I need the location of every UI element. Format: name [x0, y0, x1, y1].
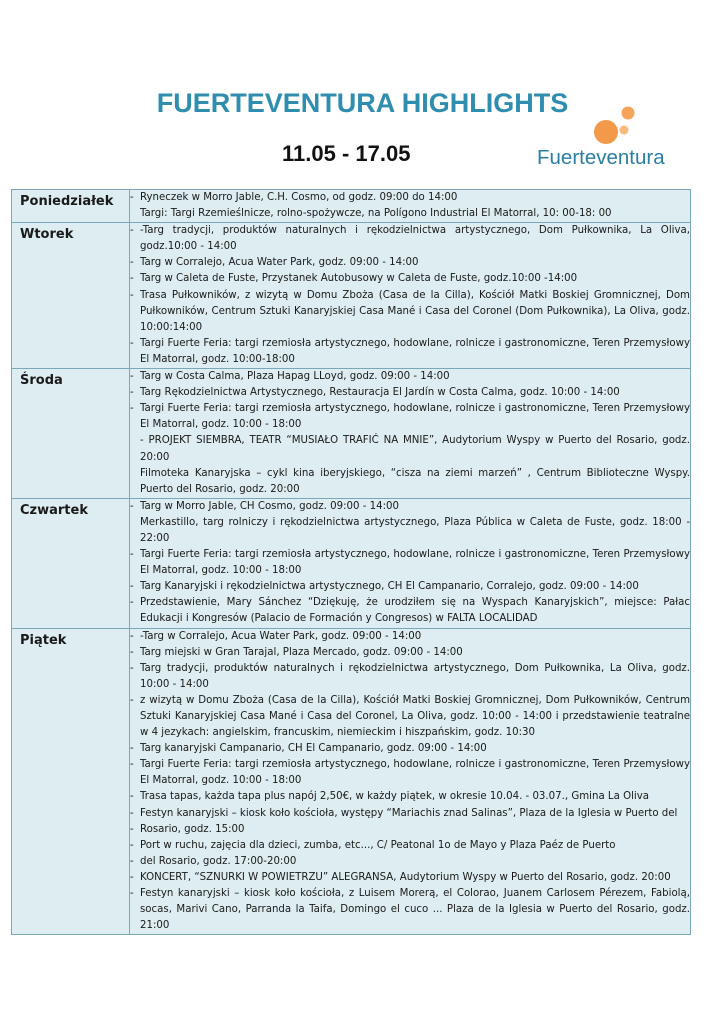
event-item: - Targ Rękodzielnictwa Artystycznego, Restauracja El Jardín w Costa Calma, godz. 10:00 - 14:00 [130, 385, 690, 401]
event-list [130, 190, 690, 222]
day-cell [12, 369, 130, 499]
event-item: - Przedstawienie, Mary Sánchez “Dziękuję, że urodziłem się na Wyspach Kanaryjskich”, miejsce: Pałac Edukacji i Kongresów (Palacio de Formación y Congresos) w FALTA LOCALIDAD [130, 595, 690, 627]
event-item: - Ryneczek w Morro Jable, C.H. Cosmo, od godz. 09:00 do 14:00 [130, 190, 690, 206]
page-title: FUERTEVENTURA HIGHLIGHTS [156, 88, 569, 118]
fuerteventura-logo [535, 104, 690, 176]
event-item: - Targ kanaryjski Campanario, CH El Campanario, godz. 09:00 - 14:00 [130, 741, 690, 757]
event-item: - -Targ w Corralejo, Acua Water Park, godz. 09:00 - 14:00 [130, 629, 690, 645]
event-item: - Festyn kanaryjski – kiosk koło kościoła, z Luisem Morerą, el Colorao, Juanem Carlosem Pérezem, Fabiolą, socas, Marivi Cano, Parranda la Taifa, Domingo el cuco ... Plaza de la Iglesia w Puerto del Rosario, godz. 21:00 [130, 886, 690, 934]
day-label: Piątek [20, 632, 67, 648]
event-item: - Rosario, godz. 15:00 [130, 822, 690, 838]
event-item: - Targ miejski w Gran Tarajal, Plaza Mercado, godz. 09:00 - 14:00 [130, 645, 690, 661]
schedule-row [12, 190, 691, 223]
schedule-row [12, 628, 691, 935]
event-item: - Targ tradycji, produktów naturalnych i rękodzielnictwa artystycznego, Dom Pułkownika, La Oliva, godz. 10:00 - 14:00 [130, 661, 690, 693]
event-item: - Targ w Caleta de Fuste, Przystanek Autobusowy w Caleta de Fuste, godz.10:00 -14:00 [130, 271, 690, 287]
event-item: - z wizytą w Domu Zboża (Casa de la Cilla), Kościół Matki Boskiej Gromnicznej, Dom Pułkowników, Centrum Sztuki Kanaryjskiej Casa Mané i Casa del Coronel, La Oliva, godz. 10:00 - 14:00 i przedstawienie teatralne w 4 jezykach: angielskim, francuskim, niemieckim i hiszpańskim, godz. 10:30 [130, 693, 690, 741]
events-cell [130, 223, 691, 369]
event-item: - KONCERT, “SZNURKI W POWIETRZU” ALEGRANSA, Audytorium Wyspy w Puerto del Rosario, godz. 20:00 [130, 870, 690, 886]
event-list [130, 499, 690, 628]
event-item: Merkastillo, targ rolniczy i rękodzielnictwa artystycznego, Plaza Pública w Caleta de Fuste, godz. 18:00 - 22:00 [140, 516, 690, 544]
day-label: Poniedziałek [20, 194, 114, 209]
event-list [130, 629, 690, 935]
day-cell [12, 223, 130, 369]
day-cell [12, 628, 130, 935]
events-cell [130, 628, 691, 935]
event-item: - PROJEKT SIEMBRA, TEATR “MUSIAŁO TRAFIĆ NA MNIE”, Audytorium Wyspy w Puerto del Rosario, godz. 20:00 [140, 435, 690, 463]
logo-dots-icon [591, 104, 641, 150]
event-item: - Port w ruchu, zajęcia dla dzieci, zumba, etc..., C/ Peatonal 1o de Mayo y Plaza Paéz de Puerto [130, 838, 690, 854]
event-item: - Festyn kanaryjski – kiosk koło kościoła, występy “Mariachis znad Salinas”, Plaza de la Iglesia w Puerto del [130, 806, 690, 822]
event-item: - Targ w Costa Calma, Plaza Hapag LLoyd, godz. 09:00 - 14:00 [130, 369, 690, 385]
event-item: - Trasa Pułkowników, z wizytą w Domu Zboża (Casa de la Cilla), Kościół Matki Boskiej Gromnicznej, Dom Pułkowników, Centrum Sztuki Kanaryjskiej Casa Mané i Casa del Coronel (Dom Pułkownika), La Oliva, godz. 10:00:14:00 [130, 288, 690, 336]
day-label: Wtorek [20, 227, 74, 243]
event-item: - del Rosario, godz. 17:00-20:00 [130, 854, 690, 870]
schedule-row [12, 223, 691, 369]
schedule-row [12, 498, 691, 628]
day-cell [12, 190, 130, 223]
event-item: - Targ w Corralejo, Acua Water Park, godz. 09:00 - 14:00 [130, 255, 690, 271]
event-item: - Trasa tapas, każda tapa plus napój 2,50€, w każdy piątek, w okresie 10.04. - 03.07., Gmina La Oliva [130, 789, 690, 805]
event-item: - Targi Fuerte Feria: targi rzemiosła artystycznego, hodowlane, rolnicze i gastronomiczne, Teren Przemysłowy El Matorral, godz. 10:00-18:00 [130, 336, 690, 368]
event-item: - Targ Kanaryjski i rękodzielnictwa artystycznego, CH El Campanario, Corralejo, godz. 09:00 - 14:00 [130, 579, 690, 595]
event-list [130, 369, 690, 498]
events-cell [130, 498, 691, 628]
event-item: - Targ w Morro Jable, CH Cosmo, godz. 09:00 - 14:00 [130, 499, 690, 515]
events-cell [130, 190, 691, 223]
event-list [130, 223, 690, 368]
event-item: - -Targ tradycji, produktów naturalnych i rękodzielnictwa artystycznego, Dom Pułkownika, La Oliva, godz.10:00 - 14:00 [130, 223, 690, 255]
schedule-table [11, 189, 691, 935]
event-item: - Targi Fuerte Feria: targi rzemiosła artystycznego, hodowlane, rolnicze i gastronomiczne, Teren Przemysłowy El Matorral, godz. 10:00 - 18:00 [130, 547, 690, 579]
events-cell [130, 369, 691, 499]
date-range: 11.05 - 17.05 [282, 141, 411, 166]
day-label: Środa [20, 373, 63, 389]
event-item: - Targi Fuerte Feria: targi rzemiosła artystycznego, hodowlane, rolnicze i gastronomiczne, Teren Przemysłowy El Matorral, godz. 10:00 - 18:00 [130, 401, 690, 433]
logo-text: Fuerteventura [537, 146, 665, 169]
day-cell [12, 498, 130, 628]
event-item: - Targi Fuerte Feria: targi rzemiosła artystycznego, hodowlane, rolnicze i gastronomiczne, Teren Przemysłowy El Matorral, godz. 10:00 - 18:00 [130, 757, 690, 789]
schedule-row [12, 369, 691, 499]
day-label: Czwartek [20, 502, 88, 518]
event-item: Filmoteka Kanaryjska – cykl kina iberyjskiego, “cisza na ziemi marzeń” , Centrum Biblioteczne Wyspy. Puerto del Rosario, godz. 20:00 [140, 467, 690, 495]
event-item: Targi: Targi Rzemieślnicze, rolno-spożywcze, na Polígono Industrial El Matorral, 10: 00-18: 00 [140, 208, 612, 220]
